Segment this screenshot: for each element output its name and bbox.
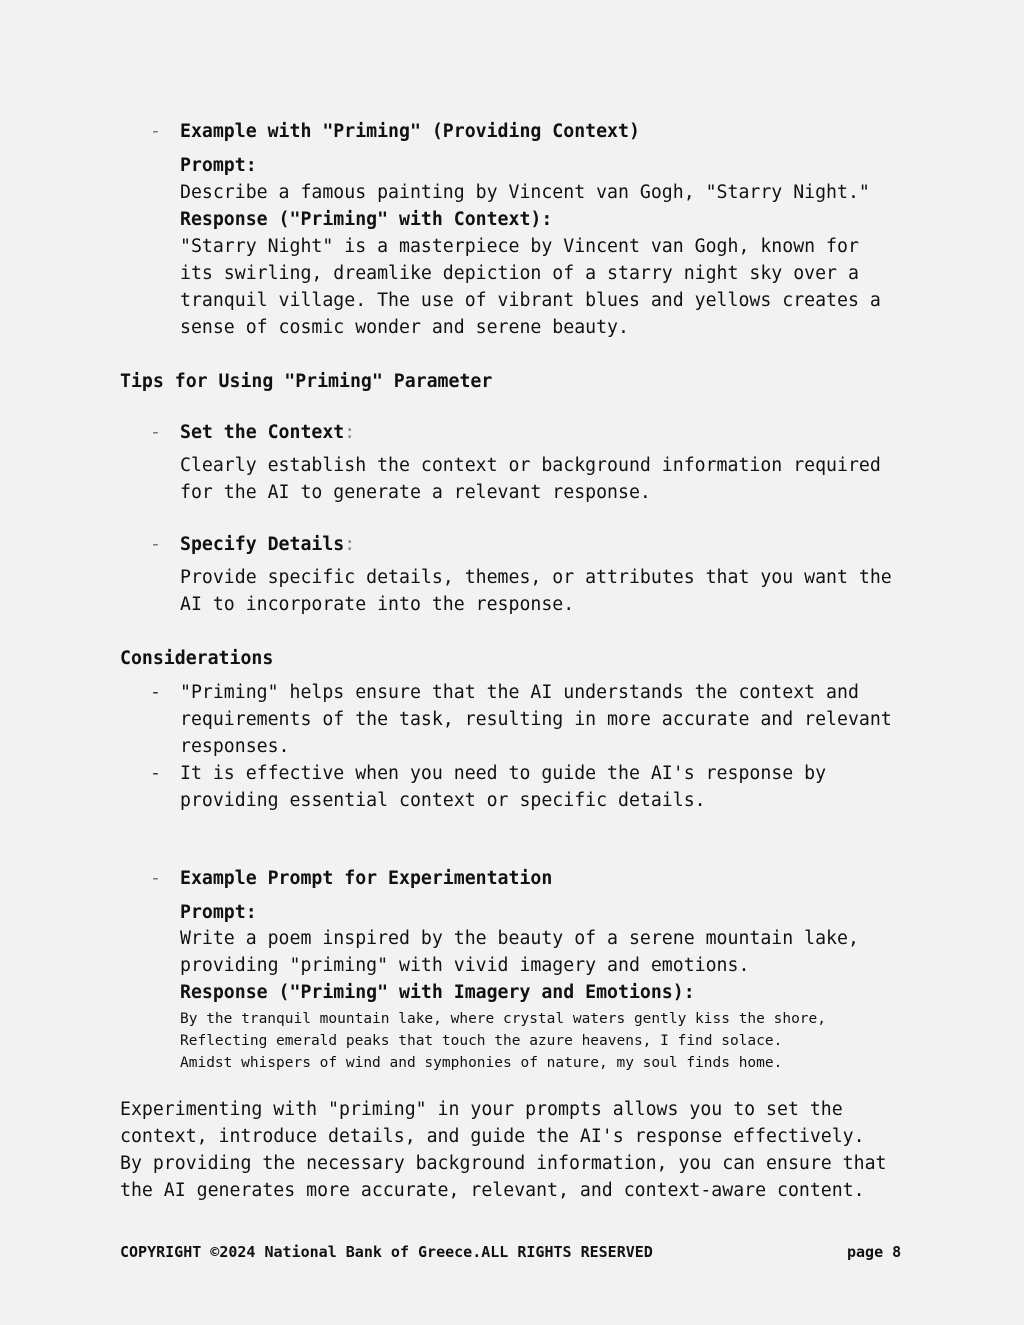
section-heading-tips: Tips for Using "Priming" Parameter <box>120 371 493 392</box>
response-line: tranquil village. The use of vibrant blues and yellows creates a <box>180 290 881 311</box>
list-dash: - <box>150 534 161 555</box>
tip-colon: : <box>344 534 356 555</box>
consideration-line: providing essential context or specific details. <box>180 790 706 811</box>
poem-line: By the tranquil mountain lake, where crystal waters gently kiss the shore, <box>180 1011 827 1027</box>
closing-line: Experimenting with "priming" in your prompts allows you to set the <box>120 1099 843 1120</box>
closing-line: the AI generates more accurate, relevant, and context-aware content. <box>120 1180 865 1201</box>
response-line: sense of cosmic wonder and serene beauty. <box>180 317 629 338</box>
tip-text-line: for the AI to generate a relevant response. <box>180 482 651 503</box>
consideration-line: responses. <box>180 736 290 757</box>
list-dash: - <box>150 422 161 443</box>
tip-colon: : <box>344 422 356 443</box>
tip-title: Set the Context <box>180 422 345 443</box>
footer-copyright: COPYRIGHT ©2024 National Bank of Greece.ALL RIGHTS RESERVED <box>120 1243 653 1261</box>
tip-title-line <box>180 531 355 558</box>
list-dash: - <box>150 763 161 784</box>
consideration-line: It is effective when you need to guide the AI's response by <box>180 763 827 784</box>
section-heading-considerations: Considerations <box>120 648 274 669</box>
consideration-line: requirements of the task, resulting in more accurate and relevant <box>180 709 892 730</box>
prompt-text: Describe a famous painting by Vincent van Gogh, "Starry Night." <box>180 182 870 203</box>
response-label: Response ("Priming" with Context): <box>180 209 553 230</box>
poem-line: Amidst whispers of wind and symphonies of nature, my soul finds home. <box>180 1055 783 1071</box>
list-dash: - <box>150 868 161 889</box>
closing-line: context, introduce details, and guide the AI's response effectively. <box>120 1126 865 1147</box>
list-dash: - <box>150 682 161 703</box>
prompt-line: providing "priming" with vivid imagery and emotions. <box>180 955 750 976</box>
footer-page-number: page 8 <box>847 1243 902 1261</box>
prompt-line: Write a poem inspired by the beauty of a serene mountain lake, <box>180 928 859 949</box>
prompt-label: Prompt: <box>180 902 257 923</box>
response-line: its swirling, dreamlike depiction of a starry night sky over a <box>180 263 859 284</box>
tip-text-line: Clearly establish the context or background information required <box>180 455 881 476</box>
closing-line: By providing the necessary background information, you can ensure that <box>120 1153 887 1174</box>
response-label: Response ("Priming" with Imagery and Emotions): <box>180 982 695 1003</box>
tip-title: Specify Details <box>180 534 345 555</box>
list-dash: - <box>150 121 161 142</box>
tip-title-line <box>180 419 355 446</box>
poem-line: Reflecting emerald peaks that touch the azure heavens, I find solace. <box>180 1033 783 1049</box>
prompt-label: Prompt: <box>180 155 257 176</box>
consideration-line: "Priming" helps ensure that the AI understands the context and <box>180 682 859 703</box>
example-heading: Example with "Priming" (Providing Context) <box>180 121 640 142</box>
tip-text-line: AI to incorporate into the response. <box>180 594 575 615</box>
example-heading: Example Prompt for Experimentation <box>180 868 553 889</box>
response-line: "Starry Night" is a masterpiece by Vincent van Gogh, known for <box>180 236 859 257</box>
tip-text-line: Provide specific details, themes, or attributes that you want the <box>180 567 892 588</box>
